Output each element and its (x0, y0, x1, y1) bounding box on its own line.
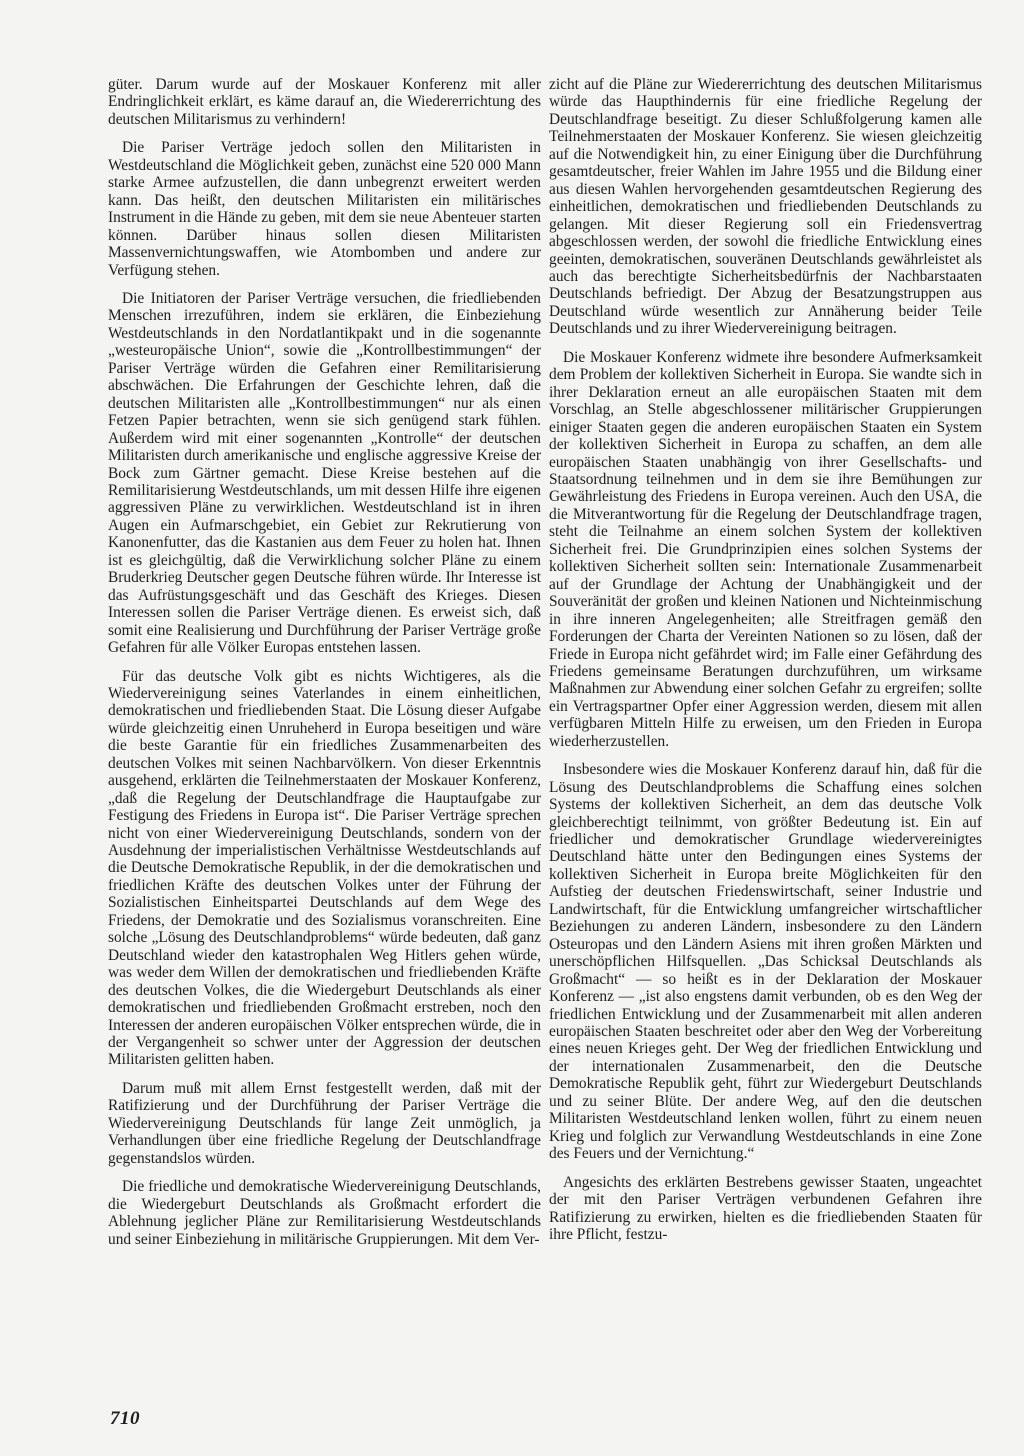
right-column (549, 76, 982, 1254)
paragraph: Angesichts des erklärten Bestrebens gewisser Staaten, ungeachtet der mit den Pariser Verträgen verbundenen Gefahren ihre Ratifizierung zu erwirken, hielten es die friedliebenden Staaten für ihre Pflicht, festzu- (549, 1173, 982, 1243)
paragraph: Für das deutsche Volk gibt es nichts Wichtigeres, als die Wiedervereinigung seines Vaterlandes in einem einheitlichen, demokratischen und friedliebenden Staat. Die Lösung dieser Aufgabe würde gleichzeitig einen Unruheherd in Europa beseitigen und wäre die beste Garantie für ein friedliches Zusammenarbeiten des deutschen Volkes mit seinen Nachbarvölkern. Von dieser Erkenntnis ausgehend, erklärten die Teilnehmerstaaten der Moskauer Konferenz, „daß die Regelung der Deutschlandfrage die Hauptaufgabe zur Festigung des Friedens in Europa ist“. Die Pariser Verträge sprechen nicht von einer Wiedervereinigung Deutschlands, sondern von der Ausdehnung der imperialistischen Verhältnisse Westdeutschlands auf die Deutsche Demokratische Republik, in der die demokratischen und friedlichen Kräfte des deutschen Volkes unter der Führung der Sozialistischen Einheitspartei Deutschlands auf dem Wege des Friedens, der Demokratie und des Sozialismus voranschreiten. Eine solche „Lösung des Deutschlandproblems“ würde bedeuten, daß ganz Deutschland wieder den katastrophalen Weg Hitlers gehen würde, was weder dem Willen der demokratischen und friedliebenden Kräfte des deutschen Volkes, die die Wiedergeburt Deutschlands als einer demokratischen und friedliebenden Großmacht erstreben, noch den Interessen der anderen europäischen Völker entsprechen würde, die in der Vergangenheit so schwer unter der Aggression der deutschen Militaristen gelitten haben. (108, 667, 541, 1069)
paragraph: Die Moskauer Konferenz widmete ihre besondere Aufmerksamkeit dem Problem der kollektiven Sicherheit in Europa. Sie wandte sich in ihrer Deklaration erneut an alle europäischen Staaten mit dem Vorschlag, an Stelle abgeschlossener militärischer Gruppierungen einiger Staaten gegen die anderen europäischen Staaten ein System der kollektiven Sicherheit in Europa zu schaffen, an dem alle europäischen Staaten unabhängig von ihrer Gesellschafts- und Staatsordnung teilnehmen und in dem sie ihre Bemühungen zur Gewährleistung des Friedens in Europa vereinen. Auch den USA, die die Mitverantwortung für die Regelung der Deutschlandfrage tragen, steht die Teilnahme an einem solchen System der kollektiven Sicherheit frei. Die Grundprinzipien eines solchen Systems der kollektiven Sicherheit sollten sein: Internationale Zusammenarbeit auf der Grundlage der Achtung der Unabhängigkeit und der Souveränität der großen und kleinen Nationen und Nichteinmischung in ihre inneren Angelegenheiten; alle Streitfragen gemäß den Forderungen der Charta der Vereinten Nationen so zu lösen, daß der Friede in Europa nicht gefährdet wird; im Falle einer Gefährdung des Friedens gemeinsame Beratungen durchzuführen, um wirksame Maßnahmen zur Abwendung einer solchen Gefahr zu ergreifen; sollte ein Vertragspartner Opfer einer Aggression werden, diesem mit allen verfügbaren Mitteln Hilfe zu erweisen, um den Frieden in Europa wiederherzustellen. (549, 348, 982, 750)
paragraph: Die Initiatoren der Pariser Verträge versuchen, die friedliebenden Menschen irrezuführen, indem sie erklären, die Einbeziehung Westdeutschlands in den Nordatlantikpakt und in die sogenannte „westeuropäische Union“, sowie die „Kontrollbestimmungen“ der Pariser Verträge würden die Gefahren einer Remilitarisierung abschwächen. Die Erfahrungen der Geschichte lehren, daß die deutschen Militaristen alle „Kontrollbestimmungen“ nur als einen Fetzen Papier betrachten, wenn sie sich genügend stark fühlen. Außerdem wird mit einer sogenannten „Kontrolle“ der deutschen Militaristen durch amerikanische und englische aggressive Kreise der Bock zum Gärtner gemacht. Diese Kreise bestehen auf die Remilitarisierung Westdeutschlands, um mit dessen Hilfe ihre eigenen aggressiven Pläne zu verwirklichen. Westdeutschland ist in ihren Augen ein Aufmarschgebiet, ein Gebiet zur Rekrutierung von Kanonenfutter, das die Kastanien aus dem Feuer zu holen hat. Ihnen ist es gleichgültig, daß die Verwirklichung solcher Pläne zu einem Bruderkrieg Deutscher gegen Deutsche führen würde. Ihr Interesse ist das Aufrüstungsgeschäft und das Geschäft des Krieges. Diesen Interessen sollen die Pariser Verträge dienen. Es erweist sich, daß somit eine Realisierung und Durchführung der Pariser Verträge große Gefahren für alle Völker Europas entstehen lassen. (108, 289, 541, 657)
paragraph: güter. Darum wurde auf der Moskauer Konferenz mit aller Endringlichkeit erklärt, es käme darauf an, die Wiedererrichtung des deutschen Militarismus zu verhindern! (108, 76, 541, 128)
paragraph: Die Pariser Verträge jedoch sollen den Militaristen in Westdeutschland die Möglichkeit geben, zunächst eine 520 000 Mann starke Armee aufzustellen, die dann unbegrenzt erweitert werden kann. Das heißt, den deutschen Militaristen ein militärisches Instrument in die Hände zu geben, mit dem sie neue Abenteuer starten können. Darüber hinaus sollen diesen Militaristen Massenvernichtungswaffen, wie Atombomben und andere zur Verfügung stehen. (108, 139, 541, 279)
paragraph: Darum muß mit allem Ernst festgestellt werden, daß mit der Ratifizierung und der Durchführung der Pariser Verträge die Wiedervereinigung Deutschlands für lange Zeit unmöglich, ja Verhandlungen über eine friedliche Regelung der Deutschlandfrage gegenstandslos würden. (108, 1079, 541, 1167)
paragraph: Die friedliche und demokratische Wiedervereinigung Deutschlands, die Wiedergeburt Deutschlands als Großmacht erfordert die Ablehnung jeglicher Pläne zur Remilitarisierung Westdeutschlands und seiner Einbeziehung in militärische Gruppierungen. Mit dem Ver- (108, 1178, 541, 1248)
paragraph: Insbesondere wies die Moskauer Konferenz darauf hin, daß für die Lösung des Deutschlandproblems die Schaffung eines solchen Systems der kollektiven Sicherheit, an dem das deutsche Volk gleichberechtigt teilnimmt, von größter Bedeutung ist. Ein auf friedlicher und demokratischer Grundlage wiedervereinigtes Deutschland hätte unter den Bedingungen eines Systems der kollektiven Sicherheit in Europa breite Möglichkeiten für den Aufstieg der deutschen Friedenswirtschaft, seiner Industrie und Landwirtschaft, für die Entwicklung umfangreicher wirtschaftlicher Beziehungen zu anderen Ländern, insbesondere zu den Ländern Osteuropas und den Ländern Asiens mit ihren großen Märkten und unerschöpflichen Hilfsquellen. „Das Schicksal Deutschlands als Großmacht“ — so heißt es in der Deklaration der Moskauer Konferenz — „ist also engstens damit verbunden, ob es den Weg der friedlichen Entwicklung und der Zusammenarbeit mit allen anderen europäischen Staaten beschreitet oder aber den Weg der Vorbereitung eines neuen Krieges geht. Der Weg der friedlichen Entwicklung und der internationalen Zusammenarbeit, den die Deutsche Demokratische Republik geht, führt zur Wiedergeburt Deutschlands und zu seiner Blüte. Der andere Weg, auf den die deutschen Militaristen Westdeutschland lenken wollen, führt zu einem neuen Krieg und folglich zur Verwandlung Westdeutschlands in eine Zone des Feuers und der Vernichtung.“ (549, 761, 982, 1163)
page-number: 710 (110, 1408, 140, 1429)
left-column (108, 76, 541, 1259)
paragraph: zicht auf die Pläne zur Wiedererrichtung des deutschen Militarismus würde das Haupthindernis für eine friedliche Regelung der Deutschlandfrage beseitigt. Zu dieser Schlußfolgerung kamen alle Teilnehmerstaaten der Moskauer Konferenz. Sie wiesen gleichzeitig auf die Notwendigkeit hin, zu einer Einigung über die Durchführung gesamtdeutscher, freier Wahlen im Jahre 1955 und die Bildung einer aus diesen Wahlen hervorgehenden gesamtdeutschen Regierung des einheitlichen, demokratischen und friedliebenden Deutschlands zu gelangen. Mit dieser Regierung soll ein Friedensvertrag abgeschlossen werden, der sowohl die friedliche Entwicklung eines geeinten, demokratischen, souveränen Deutschlands gewährleistet als auch das berechtigte Sicherheitsbedürfnis der Nachbarstaaten Deutschlands befriedigt. Der Abzug der Besatzungstruppen aus Deutschland würde wesentlich zur Annäherung beider Teile Deutschlands und zu ihrer Wiedervereinigung beitragen. (549, 76, 982, 338)
